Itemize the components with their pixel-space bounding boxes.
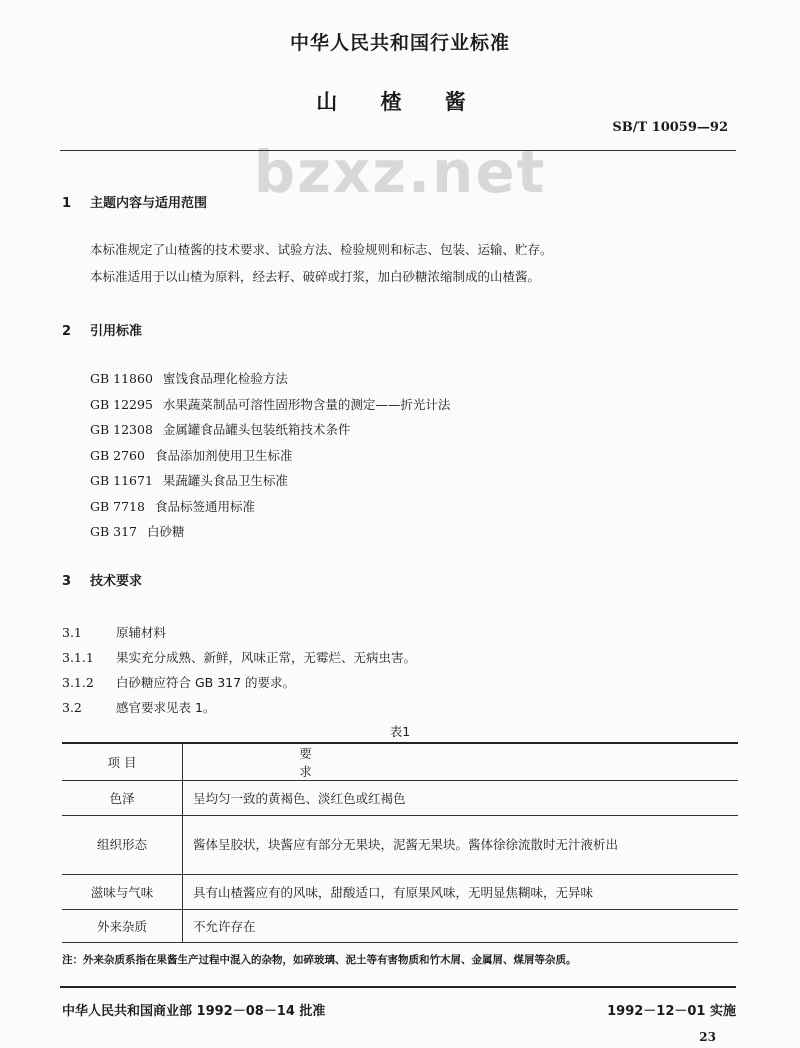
clause	[62, 670, 416, 695]
table-header-row	[62, 743, 738, 781]
row-item: 色泽	[62, 781, 183, 816]
section-number: 1	[62, 196, 72, 211]
row-item: 外来杂质	[62, 910, 183, 943]
approval-line: 中华人民共和国商业部 1992－08－14 批准	[62, 1004, 326, 1019]
section-title: 主题内容与适用范围	[90, 196, 208, 211]
header-item: 项 目	[62, 743, 183, 781]
row-requirement: 具有山楂酱应有的风味，甜酸适口，有原果风味，无明显焦糊味，无异味	[183, 875, 739, 910]
reference-code: GB 11671	[90, 473, 153, 488]
clause-number: 3.2	[62, 700, 82, 715]
reference-code: GB 12295	[90, 396, 153, 412]
section-number: 3	[62, 574, 72, 589]
clause-number: 3.1.2	[62, 675, 94, 690]
reference-item	[90, 392, 450, 418]
table-row	[62, 875, 738, 910]
clause-text: 果实充分成熟、新鲜，风味正常，无霉烂、无病虫害。	[116, 650, 417, 665]
reference-item	[90, 417, 450, 443]
header-org: 中华人民共和国行业标准	[289, 32, 510, 54]
reference-code: GB 317	[90, 524, 138, 539]
reference-item	[90, 468, 450, 494]
paragraph: 本标准适用于以山楂为原料，经去籽、破碎或打浆，加白砂糖浓缩制成的山楂酱。	[90, 269, 541, 284]
header-requirement: 要求	[183, 743, 739, 781]
reference-title: 水果蔬菜制品可溶性固形物含量的测定——折光计法	[162, 396, 451, 412]
row-requirement: 酱体呈胶状，块酱应有部分无果块，泥酱无果块。酱体徐徐流散时无汁液析出	[183, 816, 739, 875]
clause-number: 3.1	[62, 625, 82, 640]
section-title: 引用标准	[90, 324, 143, 339]
section-1-body	[90, 236, 553, 290]
section-title: 技术要求	[90, 574, 143, 589]
section-number: 2	[62, 324, 72, 339]
paragraph: 本标准规定了山楂酱的技术要求、试验方法、检验规则和标志、包装、运输、贮存。	[90, 242, 553, 257]
reference-title: 食品标签通用标准	[154, 498, 255, 514]
section-3-items	[62, 620, 416, 720]
page-number: 23	[699, 1030, 716, 1044]
standard-number: SB/T 10059—92	[612, 120, 728, 135]
reference-title: 蜜饯食品理化检验方法	[162, 371, 288, 386]
reference-item	[90, 494, 450, 520]
footer-rule	[60, 986, 736, 988]
row-item: 滋味与气味	[62, 875, 183, 910]
table-row	[62, 781, 738, 816]
reference-item	[90, 366, 450, 392]
table-row	[62, 816, 738, 875]
reference-item	[90, 519, 450, 545]
row-item: 组织形态	[62, 816, 183, 875]
document-title: 山 楂 酱	[316, 90, 484, 114]
implementation-date: 1992－12－01 实施	[607, 1004, 736, 1019]
clause	[62, 620, 416, 645]
row-requirement: 呈均匀一致的黄褐色、淡红色或红褐色	[183, 781, 739, 816]
clause-text: 感官要求见表 1。	[116, 700, 216, 715]
reference-title: 食品添加剂使用卫生标准	[154, 447, 293, 463]
sensory-requirements-table	[62, 742, 738, 943]
reference-code: GB 11860	[90, 371, 153, 386]
clause	[62, 645, 416, 670]
reference-title: 果蔬罐头食品卫生标准	[162, 473, 288, 488]
reference-code: GB 7718	[90, 498, 145, 514]
table-caption: 表1	[389, 724, 411, 739]
reference-code: GB 2760	[90, 447, 145, 463]
section-1-heading	[62, 192, 207, 211]
clause	[62, 695, 416, 720]
reference-title: 白砂糖	[147, 524, 185, 539]
reference-item	[90, 443, 450, 469]
reference-list	[90, 366, 450, 545]
section-3-heading	[62, 570, 142, 589]
section-2-heading	[62, 320, 142, 339]
clause-text: 原辅材料	[116, 625, 167, 640]
watermark: bzxz.net	[253, 138, 547, 206]
reference-title: 金属罐食品罐头包装纸箱技术条件	[162, 422, 351, 437]
table-row	[62, 910, 738, 943]
table-note: 注：外来杂质系指在果酱生产过程中混入的杂物，如碎玻璃、泥土等有害物质和竹木屑、金属屑、煤屑等杂质。	[62, 954, 577, 966]
clause-text: 白砂糖应符合 GB 317 的要求。	[116, 675, 296, 690]
row-requirement: 不允许存在	[183, 910, 739, 943]
reference-code: GB 12308	[90, 422, 153, 437]
clause-number: 3.1.1	[62, 650, 94, 665]
header-rule	[60, 150, 736, 151]
